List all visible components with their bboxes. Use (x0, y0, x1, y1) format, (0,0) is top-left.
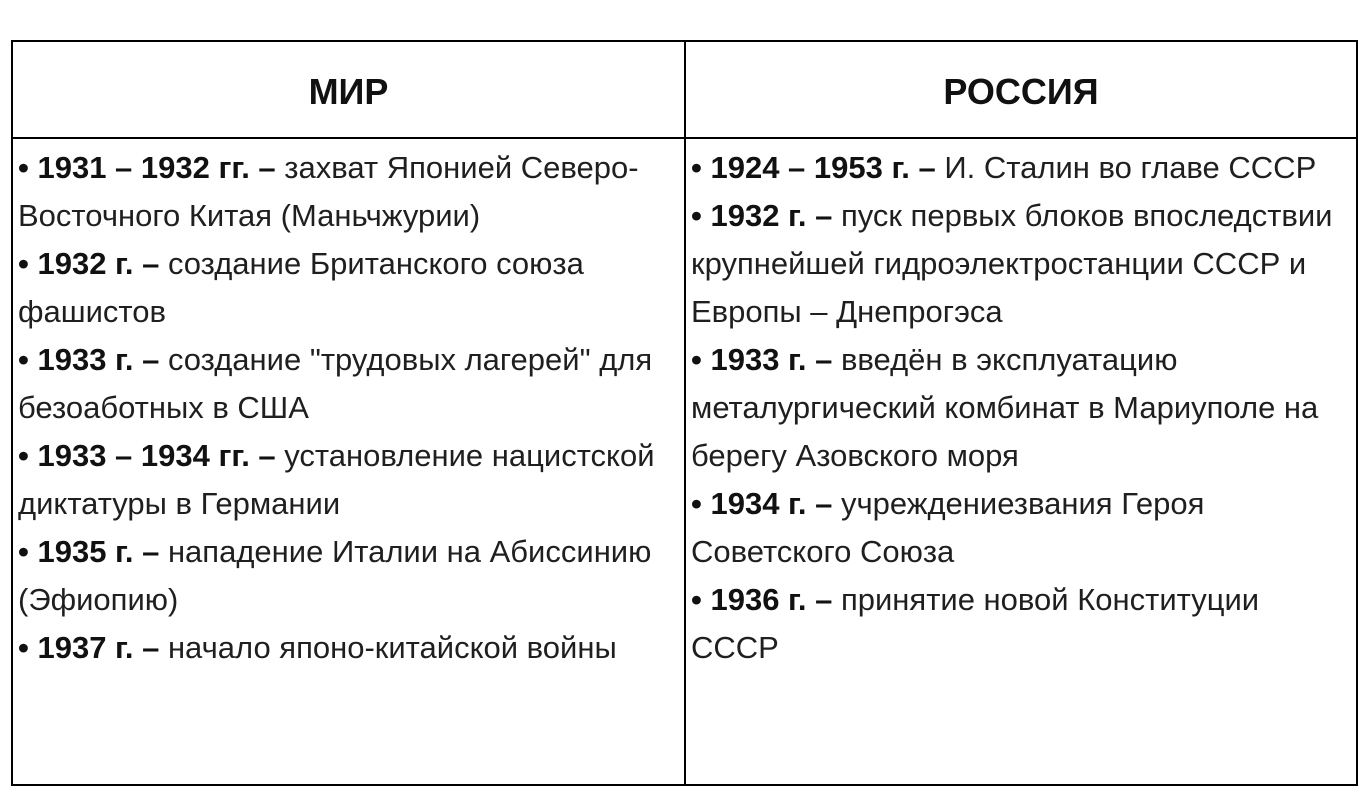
world-header (13, 42, 686, 139)
bullet-icon: • (18, 150, 29, 185)
event-date: 1934 г. – (701, 486, 833, 521)
event-text: создание "трудовых лагерей" для безоаботных в США (18, 342, 653, 425)
bullet-icon: • (691, 198, 702, 233)
bullet-icon: • (691, 486, 702, 521)
event-text: И. Сталин во главе СССР (935, 150, 1317, 185)
event-date: 1936 г. – (701, 582, 833, 617)
event-date: 1937 г. – (28, 630, 160, 665)
russia-event-item (691, 576, 1352, 672)
event-text: установление нацистской диктатуры в Германии (18, 438, 655, 521)
russia-event-item (691, 336, 1352, 480)
event-date: 1933 г. – (701, 342, 833, 377)
world-event-item (18, 432, 680, 528)
bullet-icon: • (691, 150, 702, 185)
russia-header-label: РОССИЯ (943, 70, 1099, 112)
event-date: 1933 г. – (28, 342, 160, 377)
timeline-table (11, 40, 1358, 786)
bullet-icon: • (18, 438, 29, 473)
russia-event-item (691, 144, 1352, 192)
bullet-icon: • (18, 342, 29, 377)
bullet-icon: • (691, 342, 702, 377)
event-date: 1924 – 1953 г. – (701, 150, 936, 185)
world-event-item (18, 336, 680, 432)
russia-event-item (691, 480, 1352, 576)
world-event-item (18, 240, 680, 336)
event-date: 1931 – 1932 гг. – (28, 150, 276, 185)
world-event-item (18, 144, 680, 240)
event-text: захват Японией Северо-Восточного Китая (Маньчжурии) (18, 150, 639, 233)
event-text: создание Британского союза фашистов (18, 246, 584, 329)
russia-header (686, 42, 1356, 139)
russia-events-cell (686, 139, 1356, 784)
world-event-item (18, 528, 680, 624)
event-text: нападение Италии на Абиссинию (Эфиопию) (18, 534, 652, 617)
event-text: учреждениезвания Героя Советского Союза (691, 486, 1205, 569)
event-date: 1935 г. – (28, 534, 160, 569)
bullet-icon: • (691, 582, 702, 617)
event-text: введён в эксплуатацию металургический комбинат в Мариуполе на берегу Азовского моря (691, 342, 1319, 473)
event-date: 1932 г. – (28, 246, 160, 281)
world-header-label: МИР (308, 70, 389, 112)
event-text: пуск первых блоков впоследствии крупнейшей гидроэлектростанции СССР и Европы – Днепрогэса (691, 198, 1333, 329)
event-date: 1932 г. – (701, 198, 833, 233)
event-text: начало японо-китайской войны (159, 630, 617, 665)
russia-event-item (691, 192, 1352, 336)
bullet-icon: • (18, 246, 29, 281)
world-events-cell (13, 139, 686, 784)
event-text: принятие новой Конституции СССР (691, 582, 1260, 665)
bullet-icon: • (18, 630, 29, 665)
world-event-item (18, 624, 680, 672)
bullet-icon: • (18, 534, 29, 569)
event-date: 1933 – 1934 гг. – (28, 438, 276, 473)
